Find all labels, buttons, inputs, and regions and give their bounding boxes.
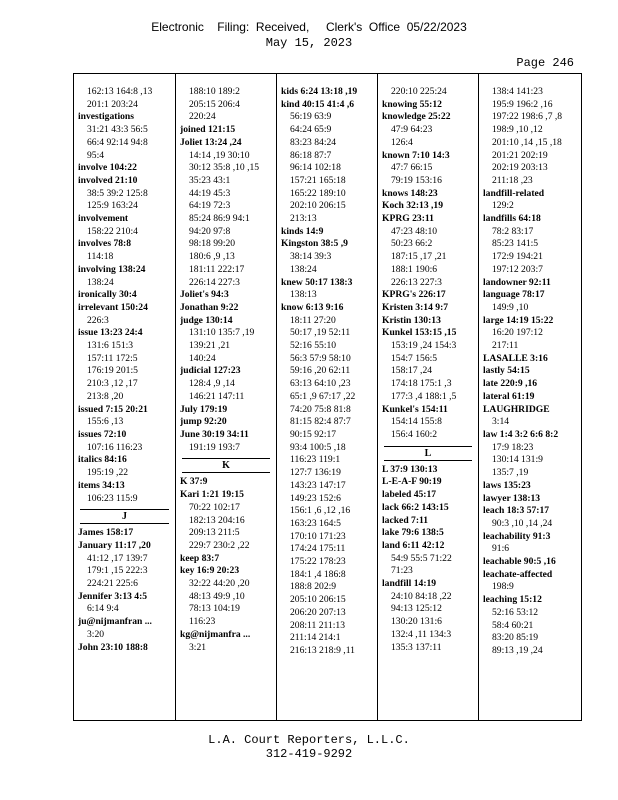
- index-entry-references: 59:16 ,20 62:11: [290, 365, 351, 377]
- index-entry-term: key 16:9 20:23: [180, 565, 240, 577]
- index-entry-references: 213:13: [290, 213, 317, 225]
- index-entry-references: 158:22 210:4: [87, 225, 138, 237]
- index-entry-references: 156:1 ,6 ,12 ,16: [290, 505, 351, 517]
- index-entry-term: L 37:9 130:13: [382, 463, 438, 475]
- index-entry-references: 188:10 189:2: [189, 86, 240, 97]
- index-entry-references: 138:13: [290, 289, 317, 301]
- index-entry-term: Kristen 3:14 9:7: [382, 301, 449, 313]
- index-entry-term: laws 135:23: [483, 479, 531, 491]
- index-entry-references: 96:14 102:18: [290, 162, 341, 174]
- index-entry-term: judge 130:14: [180, 314, 233, 326]
- index-entry-references: 138:24: [290, 263, 317, 275]
- index-entry-references: 78:13 104:19: [189, 603, 240, 615]
- index-entry-term: July 179:19: [180, 403, 228, 415]
- index-entry-references: 93:4 100:5 ,18: [290, 441, 346, 453]
- index-entry-references: 52:16 53:12: [492, 606, 539, 618]
- index-entry-references: 90:15 92:17: [290, 428, 337, 440]
- index-entry-references: 129:2: [492, 200, 514, 212]
- index-entry-references: 16:20 197:12: [492, 327, 543, 339]
- transcript-date: May 15, 2023: [265, 36, 353, 50]
- index-entry-references: 140:24: [189, 352, 216, 364]
- index-entry-references: 170:10 171:23: [290, 530, 346, 542]
- index-entry-references: 32:22 44:20 ,20: [189, 578, 250, 590]
- section-letter-heading: K: [182, 458, 270, 473]
- index-entry-references: 85:24 86:9 94:1: [189, 213, 250, 225]
- index-entry-references: 155:6 ,13: [87, 416, 124, 428]
- index-entry-references: 128:4 ,9 ,14: [189, 378, 235, 390]
- index-entry-references: 83:23 84:24: [290, 136, 337, 148]
- index-entry-references: 126:4: [391, 136, 413, 148]
- index-entry-references: 64:24 65:9: [290, 124, 332, 136]
- index-entry-references: 182:13 204:16: [189, 514, 245, 526]
- index-entry-term: Kingston 38:5 ,9: [281, 238, 348, 250]
- index-entry-references: 157:11 172:5: [87, 352, 138, 364]
- index-entry-term: landfills 64:18: [483, 213, 541, 225]
- index-entry-references: 3:14: [492, 416, 510, 428]
- section-letter-heading: L: [384, 446, 472, 461]
- index-entry-references: 6:14 9:4: [87, 603, 119, 615]
- index-entry-term: late 220:9 ,16: [483, 378, 538, 390]
- index-entry-references: 202:10 206:15: [290, 200, 346, 212]
- index-entry-term: judicial 127:23: [180, 365, 241, 377]
- index-entry-references: 131:10 135:7 ,19: [189, 327, 255, 339]
- index-entry-term: LAUGHRIDGE: [483, 403, 550, 415]
- index-entry-term: large 14:19 15:22: [483, 314, 554, 326]
- index-entry-references: 130:20 131:6: [391, 616, 442, 628]
- index-entry-references: 177:3 ,4 188:1 ,5: [391, 390, 457, 402]
- index-entry-references: 211:18 ,23: [492, 174, 533, 186]
- index-entry-references: 213:8 ,20: [87, 390, 124, 402]
- index-entry-references: 165:22 189:10: [290, 187, 346, 199]
- index-entry-term: ironically 30:4: [78, 289, 137, 301]
- index-entry-references: 197:12 203:7: [492, 263, 543, 275]
- index-entry-references: 81:15 82:4 87:7: [290, 416, 351, 428]
- index-entry-term: Kari 1:21 19:15: [180, 489, 244, 501]
- index-entry-references: 153:19 ,24 154:3: [391, 340, 457, 352]
- index-entry-term: leach 18:3 57:17: [483, 505, 550, 517]
- index-entry-references: 47:23 48:10: [391, 225, 438, 237]
- index-entry-references: 116:23 119:1: [290, 454, 341, 466]
- index-entry-references: 54:9 55:5 71:22: [391, 552, 452, 564]
- index-entry-term: joined 121:15: [180, 124, 236, 136]
- index-entry-references: 188:1 190:6: [391, 263, 438, 275]
- index-entry-references: 172:9 194:21: [492, 251, 543, 263]
- index-entry-references: 41:12 ,17 139:7: [87, 552, 148, 564]
- index-entry-references: 83:20 85:19: [492, 632, 539, 644]
- index-entry-references: 63:13 64:10 ,23: [290, 378, 351, 390]
- index-entry-references: 163:23 164:5: [290, 517, 341, 529]
- index-entry-references: 3:20: [87, 628, 105, 640]
- index-entry-references: 198:9: [492, 581, 514, 593]
- index-entry-references: 48:13 49:9 ,10: [189, 590, 245, 602]
- index-entry-references: 135:7 ,19: [492, 467, 529, 479]
- index-entry-term: kind 40:15 41:4 ,6: [281, 98, 355, 110]
- index-entry-references: 195:9 196:2 ,16: [492, 98, 553, 110]
- index-entry-term: ju@nijmanfran ...: [78, 616, 152, 628]
- index-entry-references: 66:4 92:14 94:8: [87, 136, 148, 148]
- index-entry-references: 70:22 102:17: [189, 501, 240, 513]
- index-entry-term: leachate-affected: [483, 568, 553, 580]
- index-entry-term: kg@nijmanfra ...: [180, 628, 251, 640]
- index-entry-references: 130:14 131:9: [492, 454, 543, 466]
- index-entry-term: lack 66:2 143:15: [382, 501, 449, 513]
- index-entry-term: issued 7:15 20:21: [78, 403, 148, 415]
- index-entry-references: 201:21 202:19: [492, 149, 548, 161]
- index-entry-term: involving 138:24: [78, 263, 146, 275]
- index-entry-references: 174:24 175:11: [290, 543, 346, 555]
- index-entry-references: 224:21 225:6: [87, 578, 138, 590]
- index-entry-references: 154:7 156:5: [391, 352, 438, 364]
- index-entry-references: 139:21 ,21: [189, 340, 231, 352]
- index-entry-term: issue 13:23 24:4: [78, 327, 143, 339]
- index-entry-references: 208:11 211:13: [290, 619, 345, 631]
- index-entry-term: lateral 61:19: [483, 390, 535, 402]
- word-index-frame: [73, 73, 582, 721]
- index-entry-term: know 6:13 9:16: [281, 301, 344, 313]
- footer-phone: 312-419-9292: [265, 747, 353, 761]
- index-entry-term: LASALLE 3:16: [483, 352, 548, 364]
- index-entry-references: 24:10 84:18 ,22: [391, 590, 452, 602]
- index-entry-references: 135:3 137:11: [391, 641, 442, 653]
- index-entry-references: 195:19 ,22: [87, 467, 129, 479]
- index-entry-references: 78:2 83:17: [492, 225, 534, 237]
- index-entry-references: 138:4 141:23: [492, 86, 543, 97]
- index-entry-references: 176:19 201:5: [87, 365, 138, 377]
- index-entry-references: 226:14 227:3: [189, 276, 240, 288]
- index-entry-references: 35:23 43:1: [189, 174, 231, 186]
- index-entry-references: 116:23: [189, 616, 216, 628]
- index-entry-references: 149:23 152:6: [290, 492, 341, 504]
- index-entry-references: 52:16 55:10: [290, 340, 337, 352]
- index-column-1: [74, 74, 175, 720]
- index-entry-references: 143:23 147:17: [290, 479, 346, 491]
- index-entry-term: KPRG's 226:17: [382, 289, 446, 301]
- page-number: Page 246: [516, 56, 574, 70]
- index-entry-references: 216:13 218:9 ,11: [290, 644, 355, 656]
- index-entry-term: Jennifer 3:13 4:5: [78, 590, 148, 602]
- index-entry-references: 125:9 163:24: [87, 200, 138, 212]
- index-entry-references: 131:6 151:3: [87, 340, 134, 352]
- index-entry-term: involve 104:22: [78, 162, 137, 174]
- index-entry-references: 85:23 141:5: [492, 238, 539, 250]
- index-entry-references: 44:19 45:3: [189, 187, 231, 199]
- index-entry-term: involves 78:8: [78, 238, 132, 250]
- index-entry-term: Joliet's 94:3: [180, 289, 229, 301]
- index-entry-term: lastly 54:15: [483, 365, 530, 377]
- index-entry-references: 175:22 178:23: [290, 556, 346, 568]
- index-entry-references: 220:24: [189, 111, 216, 123]
- index-entry-term: involvement: [78, 213, 129, 225]
- index-entry-references: 79:19 153:16: [391, 174, 442, 186]
- index-entry-references: 184:1 ,4 186:8: [290, 568, 346, 580]
- index-entry-term: John 23:10 188:8: [78, 641, 148, 653]
- index-entry-term: KPRG 23:11: [382, 213, 434, 225]
- footer-company: L.A. Court Reporters, L.L.C.: [208, 733, 410, 747]
- index-entry-references: 206:20 207:13: [290, 606, 346, 618]
- index-entry-references: 210:3 ,12 ,17: [87, 378, 138, 390]
- index-entry-references: 50:23 66:2: [391, 238, 433, 250]
- index-entry-term: January 11:17 ,20: [78, 539, 151, 551]
- index-entry-references: 217:11: [492, 340, 519, 352]
- index-entry-references: 30:12 35:8 ,10 ,15: [189, 162, 260, 174]
- index-entry-references: 132:4 ,11 134:3: [391, 628, 452, 640]
- index-entry-references: 38:14 39:3: [290, 251, 332, 263]
- index-entry-references: 56:19 63:9: [290, 111, 332, 123]
- index-entry-references: 58:4 60:21: [492, 619, 534, 631]
- index-entry-term: law 1:4 3:2 6:6 8:2: [483, 428, 559, 440]
- index-entry-references: 138:24: [87, 276, 114, 288]
- index-entry-references: 146:21 147:11: [189, 390, 245, 402]
- index-entry-term: K 37:9: [180, 476, 208, 488]
- index-entry-references: 86:18 87:7: [290, 149, 332, 161]
- index-column-2: [175, 74, 276, 720]
- index-entry-references: 94:13 125:12: [391, 603, 442, 615]
- index-entry-references: 198:9 ,10 ,12: [492, 124, 543, 136]
- index-entry-references: 158:17 ,24: [391, 365, 433, 377]
- index-entry-term: Kristin 130:13: [382, 314, 441, 326]
- index-entry-references: 74:20 75:8 81:8: [290, 403, 351, 415]
- index-entry-term: landfill-related: [483, 187, 545, 199]
- index-entry-term: labeled 45:17: [382, 489, 437, 501]
- index-entry-references: 50:17 ,19 52:11: [290, 327, 351, 339]
- index-entry-references: 98:18 99:20: [189, 238, 236, 250]
- index-entry-references: 209:13 211:5: [189, 527, 240, 539]
- index-entry-references: 95:4: [87, 149, 105, 161]
- index-entry-term: italics 84:16: [78, 454, 127, 466]
- index-entry-term: lawyer 138:13: [483, 492, 541, 504]
- index-entry-term: known 7:10 14:3: [382, 149, 450, 161]
- index-entry-references: 187:15 ,17 ,21: [391, 251, 447, 263]
- index-entry-references: 188:8 202:9: [290, 581, 337, 593]
- index-entry-term: June 30:19 34:11: [180, 428, 249, 440]
- index-entry-references: 181:11 222:17: [189, 263, 245, 275]
- index-entry-references: 47:7 66:15: [391, 162, 433, 174]
- filing-stamp: Electronic Filing: Received, Clerk's Office 05/22/2023: [151, 20, 467, 34]
- index-entry-term: land 6:11 42:12: [382, 539, 445, 551]
- index-entry-references: 107:16 116:23: [87, 441, 143, 453]
- index-entry-references: 180:6 ,9 ,13: [189, 251, 235, 263]
- index-entry-term: knowledge 25:22: [382, 111, 451, 123]
- index-entry-references: 3:21: [189, 641, 207, 653]
- index-entry-term: keep 83:7: [180, 552, 220, 564]
- index-entry-references: 156:4 160:2: [391, 428, 438, 440]
- index-entry-references: 211:14 214:1: [290, 632, 341, 644]
- index-entry-references: 197:22 198:6 ,7 ,8: [492, 111, 563, 123]
- index-entry-term: lacked 7:11: [382, 514, 429, 526]
- index-entry-references: 18:11 27:20: [290, 314, 336, 326]
- index-entry-term: Jonathan 9:22: [180, 301, 239, 313]
- index-entry-references: 201:1 203:24: [87, 98, 138, 110]
- index-entry-references: 191:19 193:7: [189, 441, 240, 453]
- index-entry-term: L-E-A-F 90:19: [382, 476, 442, 488]
- index-entry-term: kids 6:24 13:18 ,19: [281, 86, 358, 97]
- index-entry-term: leachability 91:3: [483, 530, 551, 542]
- section-letter-heading: J: [80, 509, 169, 524]
- index-entry-term: investigations: [78, 111, 134, 123]
- index-entry-references: 220:10 225:24: [391, 86, 447, 97]
- index-entry-references: 205:15 206:4: [189, 98, 240, 110]
- index-entry-references: 64:19 72:3: [189, 200, 231, 212]
- index-entry-term: Joliet 13:24 ,24: [180, 136, 242, 148]
- index-entry-references: 157:21 165:18: [290, 174, 346, 186]
- index-entry-term: Kunkel's 154:11: [382, 403, 448, 415]
- index-column-4: [377, 74, 478, 720]
- index-entry-term: landowner 92:11: [483, 276, 551, 288]
- index-entry-references: 149:9 ,10: [492, 301, 529, 313]
- index-entry-references: 162:13 164:8 ,13: [87, 86, 153, 97]
- index-entry-references: 229:7 230:2 ,22: [189, 539, 250, 551]
- index-entry-references: 127:7 136:19: [290, 467, 341, 479]
- index-entry-references: 38:5 39:2 125:8: [87, 187, 148, 199]
- index-entry-term: irrelevant 150:24: [78, 301, 148, 313]
- index-entry-references: 205:10 206:15: [290, 594, 346, 606]
- index-entry-term: leaching 15:12: [483, 594, 542, 606]
- index-entry-term: James 158:17: [78, 527, 134, 539]
- index-entry-references: 201:10 ,14 ,15 ,18: [492, 136, 562, 148]
- index-entry-term: jump 92:20: [180, 416, 227, 428]
- index-entry-term: items 34:13: [78, 479, 125, 491]
- index-entry-references: 174:18 175:1 ,3: [391, 378, 452, 390]
- index-entry-term: knowing 55:12: [382, 98, 442, 110]
- index-entry-references: 90:3 ,10 ,14 ,24: [492, 517, 553, 529]
- index-entry-references: 47:9 64:23: [391, 124, 433, 136]
- index-entry-term: lake 79:6 138:5: [382, 527, 444, 539]
- index-entry-references: 94:20 97:8: [189, 225, 231, 237]
- index-entry-references: 202:19 203:13: [492, 162, 548, 174]
- index-column-3: [276, 74, 377, 720]
- index-entry-references: 17:9 18:23: [492, 441, 534, 453]
- index-entry-references: 71:23: [391, 565, 413, 577]
- index-entry-references: 89:13 ,19 ,24: [492, 644, 543, 656]
- index-entry-references: 179:1 ,15 222:3: [87, 565, 148, 577]
- index-entry-references: 65:1 ,9 67:17 ,22: [290, 390, 356, 402]
- index-entry-term: involved 21:10: [78, 174, 138, 186]
- index-entry-term: Kunkel 153:15 ,15: [382, 327, 457, 339]
- index-entry-references: 226:13 227:3: [391, 276, 442, 288]
- index-entry-term: Koch 32:13 ,19: [382, 200, 444, 212]
- index-entry-term: knows 148:23: [382, 187, 438, 199]
- index-entry-term: language 78:17: [483, 289, 545, 301]
- index-entry-term: landfill 14:19: [382, 578, 437, 590]
- index-entry-references: 226:3: [87, 314, 109, 326]
- index-entry-references: 154:14 155:8: [391, 416, 442, 428]
- index-entry-term: leachable 90:5 ,16: [483, 556, 556, 568]
- index-entry-references: 106:23 115:9: [87, 492, 138, 504]
- index-entry-references: 56:3 57:9 58:10: [290, 352, 351, 364]
- index-entry-references: 114:18: [87, 251, 114, 263]
- index-entry-references: 31:21 43:3 56:5: [87, 124, 148, 136]
- index-entry-references: 91:6: [492, 543, 510, 555]
- index-entry-term: issues 72:10: [78, 428, 127, 440]
- index-entry-term: knew 50:17 138:3: [281, 276, 353, 288]
- index-entry-references: 14:14 ,19 30:10: [189, 149, 250, 161]
- index-column-5: [478, 74, 581, 720]
- index-entry-term: kinds 14:9: [281, 225, 324, 237]
